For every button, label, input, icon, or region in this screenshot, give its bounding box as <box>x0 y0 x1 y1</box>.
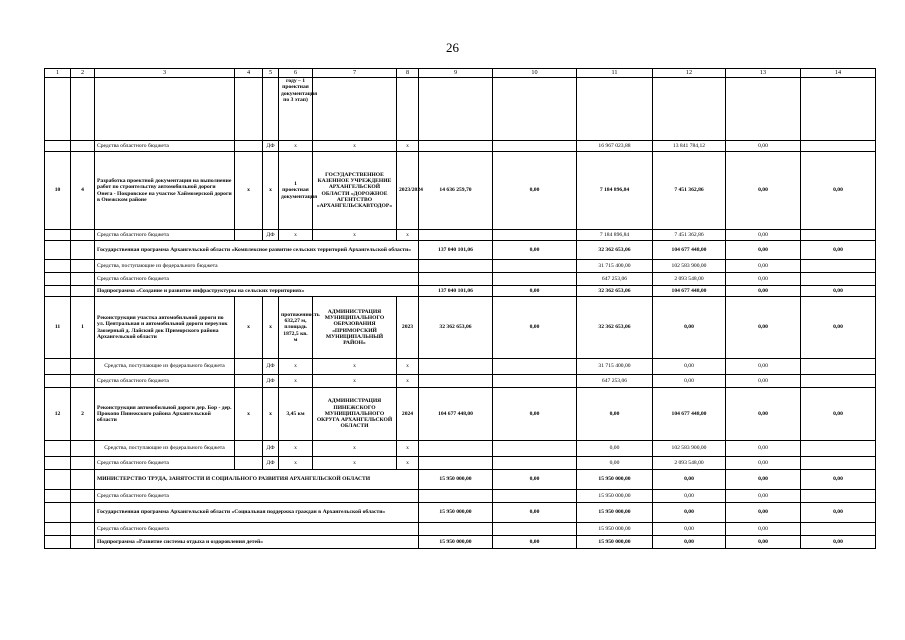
cell-col9 <box>419 359 493 375</box>
cell-col6: х <box>279 441 313 457</box>
table-row <box>45 273 876 286</box>
item-number-cell <box>71 470 95 490</box>
cell-col8: х <box>397 359 419 375</box>
page-number: 26 <box>446 40 459 55</box>
cell-col12: 0,00 <box>653 490 726 503</box>
header-cell-14: 14 <box>801 69 876 78</box>
cell-col7: х <box>313 441 397 457</box>
cell-col13: 0,00 <box>726 241 801 260</box>
header-cell-13: 13 <box>726 69 801 78</box>
program-title-cell: Государственная программа Архангельской области «Социальная поддержка граждан в Архангельской области» <box>95 503 419 523</box>
table-row <box>45 260 876 273</box>
cell-col10 <box>493 273 577 286</box>
header-cell-1: 1 <box>45 69 71 78</box>
subprogram-title-cell: Подпрограмма «Развитие системы отдыха и оздоровления детей» <box>95 536 419 549</box>
cell-col6: х <box>279 457 313 470</box>
cell-col10: 0,00 <box>493 536 577 549</box>
header-cell-2: 2 <box>71 69 95 78</box>
table-row <box>45 536 876 549</box>
responsible-org-cell: АДМИНИСТРАЦИЯ ПИНЕЖСКОГО МУНИЦИПАЛЬНОГО ОКРУГА АРХАНГЕЛЬСКОЙ ОБЛАСТИ <box>313 388 397 441</box>
cell-col11: 15 950 000,00 <box>577 536 653 549</box>
table-row <box>45 359 876 375</box>
cell-col10: 0,00 <box>493 503 577 523</box>
description-cell: Средства областного бюджета <box>95 273 419 286</box>
cell-col5: х <box>263 152 279 230</box>
cell-col5: ДФ <box>263 441 279 457</box>
cell-col12: 0,00 <box>653 375 726 388</box>
cell-col8: х <box>397 230 419 241</box>
cell-col9: 15 950 000,00 <box>419 503 493 523</box>
cell-col10: 0,00 <box>493 241 577 260</box>
cell-col10 <box>493 375 577 388</box>
cell-col9 <box>419 141 493 152</box>
cell-col10 <box>493 141 577 152</box>
table-row <box>45 152 876 230</box>
cell-col14 <box>801 273 876 286</box>
row-number-cell <box>45 523 71 536</box>
row-number-cell <box>45 241 71 260</box>
row-number-cell: 11 <box>45 297 71 359</box>
cell-col7: х <box>313 141 397 152</box>
cell-col11: 0,00 <box>577 457 653 470</box>
row-number-cell <box>45 230 71 241</box>
cell-col9 <box>419 523 493 536</box>
table-row <box>45 441 876 457</box>
cell-col10 <box>493 260 577 273</box>
cell-col11: 15 950 000,00 <box>577 470 653 490</box>
cell-col13: 0,00 <box>726 375 801 388</box>
cell-col8: 2023 <box>397 297 419 359</box>
cell-col11: 32 362 653,06 <box>577 297 653 359</box>
ministry-title-cell: МИНИСТЕРСТВО ТРУДА, ЗАНЯТОСТИ И СОЦИАЛЬНОГО РАЗВИТИЯ АРХАНГЕЛЬСКОЙ ОБЛАСТИ <box>95 470 419 490</box>
row-number-cell <box>45 141 71 152</box>
cell-col6: 1 проектная документация <box>279 152 313 230</box>
cell-col6: х <box>279 141 313 152</box>
cell-col5 <box>263 78 279 141</box>
cell-col11: 15 950 000,00 <box>577 503 653 523</box>
header-cell-7: 7 <box>313 69 397 78</box>
cell-col9 <box>419 230 493 241</box>
item-number-cell <box>71 230 95 241</box>
description-cell: Средства областного бюджета <box>95 523 419 536</box>
cell-col14: 0,00 <box>801 297 876 359</box>
header-cell-6: 6 <box>279 69 313 78</box>
cell-col11: 16 967 023,88 <box>577 141 653 152</box>
row-number-cell <box>45 503 71 523</box>
item-number-cell <box>71 457 95 470</box>
header-cell-11: 11 <box>577 69 653 78</box>
cell-col12: 0,00 <box>653 359 726 375</box>
cell-col10: 0,00 <box>493 152 577 230</box>
table-row <box>45 286 876 297</box>
cell-col4 <box>235 230 263 241</box>
cell-col5: ДФ <box>263 230 279 241</box>
cell-col9: 104 677 448,00 <box>419 388 493 441</box>
cell-col10 <box>493 441 577 457</box>
row-number-cell <box>45 260 71 273</box>
cell-col10: 0,00 <box>493 388 577 441</box>
table-row <box>45 470 876 490</box>
item-number-cell <box>71 523 95 536</box>
cell-col13: 0,00 <box>726 457 801 470</box>
cell-col10 <box>493 359 577 375</box>
cell-col13: 0,00 <box>726 388 801 441</box>
description-cell: Средства областного бюджета <box>95 141 235 152</box>
row-number-cell <box>45 536 71 549</box>
description-cell: Средства областного бюджета <box>95 375 235 388</box>
cell-col5: ДФ <box>263 375 279 388</box>
cell-col14 <box>801 359 876 375</box>
cell-col12: 0,00 <box>653 536 726 549</box>
item-number-cell <box>71 490 95 503</box>
item-number-cell <box>71 503 95 523</box>
cell-col14: 0,00 <box>801 241 876 260</box>
description-cell <box>95 78 235 141</box>
cell-col4 <box>235 441 263 457</box>
cell-col4: х <box>235 388 263 441</box>
header-cell-3: 3 <box>95 69 235 78</box>
row-number-cell: 12 <box>45 388 71 441</box>
cell-col13: 0,00 <box>726 503 801 523</box>
item-number-cell <box>71 141 95 152</box>
cell-col11: 7 184 896,84 <box>577 152 653 230</box>
table-row <box>45 241 876 260</box>
cell-col11: 647 253,06 <box>577 375 653 388</box>
cell-col14: 0,00 <box>801 470 876 490</box>
cell-col13: 0,00 <box>726 152 801 230</box>
cell-col14 <box>801 141 876 152</box>
cell-col10 <box>493 78 577 141</box>
header-row <box>45 69 876 78</box>
cell-col11: 647 253,06 <box>577 273 653 286</box>
cell-col12: 104 677 448,00 <box>653 241 726 260</box>
cell-col13: 0,00 <box>726 523 801 536</box>
cell-col11: 31 715 400,00 <box>577 359 653 375</box>
cell-col12: 13 841 784,12 <box>653 141 726 152</box>
row-number-cell <box>45 470 71 490</box>
header-cell-5: 5 <box>263 69 279 78</box>
cell-col13: 0,00 <box>726 273 801 286</box>
cell-col5: ДФ <box>263 457 279 470</box>
cell-col14: 0,00 <box>801 388 876 441</box>
cell-col13: 0,00 <box>726 260 801 273</box>
cell-col10: 0,00 <box>493 297 577 359</box>
description-cell: Реконструкция автомобильной дороги дер. Бор - дер. Прокопо Пинежского района Архангельской области <box>95 388 235 441</box>
cell-col6: году – 1 проектная документация по 3 этап) <box>279 78 313 141</box>
row-number-cell <box>45 457 71 470</box>
cell-col12: 0,00 <box>653 297 726 359</box>
cell-col13: 0,00 <box>726 536 801 549</box>
description-cell: Средства областного бюджета <box>95 457 235 470</box>
description-cell: Реконструкция участка автомобильной дороги по ул. Центральная и автомобильной дороги переулок Заозерный д. Лайский док Приморского района Архангельской области <box>95 297 235 359</box>
cell-col9 <box>419 490 493 503</box>
item-number-cell <box>71 260 95 273</box>
cell-col14 <box>801 441 876 457</box>
item-number-cell: 1 <box>71 297 95 359</box>
item-number-cell <box>71 78 95 141</box>
header-cell-12: 12 <box>653 69 726 78</box>
cell-col11: 32 362 653,06 <box>577 241 653 260</box>
cell-col14 <box>801 78 876 141</box>
item-number-cell <box>71 359 95 375</box>
cell-col10 <box>493 230 577 241</box>
cell-col9: 137 040 101,06 <box>419 286 493 297</box>
cell-col11: 15 950 000,00 <box>577 523 653 536</box>
cell-col8: х <box>397 441 419 457</box>
cell-col14 <box>801 260 876 273</box>
program-title-cell: Государственная программа Архангельской области «Комплексное развитие сельских территорий Архангельской области» <box>95 241 419 260</box>
cell-col8: х <box>397 457 419 470</box>
cell-col11 <box>577 78 653 141</box>
cell-col9: 14 636 259,70 <box>419 152 493 230</box>
description-cell: Средства областного бюджета <box>95 490 419 503</box>
row-number-cell <box>45 490 71 503</box>
cell-col9: 32 362 653,06 <box>419 297 493 359</box>
cell-col13: 0,00 <box>726 359 801 375</box>
cell-col12: 0,00 <box>653 503 726 523</box>
cell-col7: х <box>313 375 397 388</box>
cell-col5: ДФ <box>263 359 279 375</box>
cell-col7: х <box>313 359 397 375</box>
cell-col5: х <box>263 297 279 359</box>
cell-col12: 2 093 548,00 <box>653 273 726 286</box>
cell-col12: 7 451 362,86 <box>653 152 726 230</box>
cell-col13: 0,00 <box>726 141 801 152</box>
item-number-cell <box>71 441 95 457</box>
cell-col8: 2024 <box>397 388 419 441</box>
cell-col6: х <box>279 230 313 241</box>
cell-col9 <box>419 457 493 470</box>
description-cell: Разработка проектной документации на выполнение работ по строительству автомобильной дороги Онега - Покровское на участке Хаймозерской дороги в Онежском районе <box>95 152 235 230</box>
cell-col12: 0,00 <box>653 523 726 536</box>
budget-table <box>44 68 876 549</box>
cell-col9: 15 950 000,00 <box>419 536 493 549</box>
cell-col9 <box>419 78 493 141</box>
cell-col13: 0,00 <box>726 297 801 359</box>
cell-col4: х <box>235 152 263 230</box>
item-number-cell: 4 <box>71 152 95 230</box>
cell-col14 <box>801 490 876 503</box>
cell-col10 <box>493 523 577 536</box>
cell-col4 <box>235 78 263 141</box>
header-cell-10: 10 <box>493 69 577 78</box>
cell-col8: х <box>397 141 419 152</box>
cell-col4 <box>235 359 263 375</box>
cell-col6: протяженность 632,27 м, площадь 1872,5 кв. м <box>279 297 313 359</box>
table-row <box>45 503 876 523</box>
table-row <box>45 297 876 359</box>
cell-col14 <box>801 457 876 470</box>
cell-col11: 32 362 653,06 <box>577 286 653 297</box>
header-cell-9: 9 <box>419 69 493 78</box>
cell-col11: 31 715 400,00 <box>577 260 653 273</box>
row-number-cell <box>45 441 71 457</box>
cell-col10 <box>493 457 577 470</box>
cell-col7 <box>313 78 397 141</box>
table-row <box>45 490 876 503</box>
cell-col14 <box>801 375 876 388</box>
description-cell: Средства, поступающие из федерального бюджета <box>95 260 419 273</box>
cell-col12: 104 677 448,00 <box>653 388 726 441</box>
table-row <box>45 388 876 441</box>
cell-col13: 0,00 <box>726 490 801 503</box>
responsible-org-cell: ГОСУДАРСТВЕННОЕ КАЗЕННОЕ УЧРЕЖДЕНИЕ АРХАНГЕЛЬСКОЙ ОБЛАСТИ «ДОРОЖНОЕ АГЕНТСТВО «АРХАНГЕЛЬСКАВТОДОР» <box>313 152 397 230</box>
cell-col12: 102 583 900,00 <box>653 260 726 273</box>
cell-col14: 0,00 <box>801 503 876 523</box>
row-number-cell <box>45 286 71 297</box>
table-row <box>45 375 876 388</box>
cell-col13: 0,00 <box>726 441 801 457</box>
item-number-cell <box>71 286 95 297</box>
row-number-cell: 10 <box>45 152 71 230</box>
cell-col4 <box>235 375 263 388</box>
cell-col6: 3,45 км <box>279 388 313 441</box>
cell-col14 <box>801 523 876 536</box>
table-row <box>45 523 876 536</box>
item-number-cell <box>71 273 95 286</box>
cell-col13: 0,00 <box>726 230 801 241</box>
cell-col8: 2023/2024 <box>397 152 419 230</box>
cell-col12: 104 677 448,00 <box>653 286 726 297</box>
cell-col4: х <box>235 297 263 359</box>
cell-col12 <box>653 78 726 141</box>
cell-col14: 0,00 <box>801 152 876 230</box>
cell-col13: 0,00 <box>726 470 801 490</box>
cell-col8 <box>397 78 419 141</box>
subprogram-title-cell: Подпрограмма «Создание и развитие инфраструктуры на сельских территориях» <box>95 286 419 297</box>
cell-col9: 15 950 000,00 <box>419 470 493 490</box>
cell-col6: х <box>279 375 313 388</box>
cell-col11: 0,00 <box>577 441 653 457</box>
cell-col12: 0,00 <box>653 470 726 490</box>
cell-col10: 0,00 <box>493 286 577 297</box>
cell-col10: 0,00 <box>493 470 577 490</box>
cell-col5: х <box>263 388 279 441</box>
cell-col11: 0,00 <box>577 388 653 441</box>
cell-col9: 137 040 101,06 <box>419 241 493 260</box>
cell-col14: 0,00 <box>801 286 876 297</box>
cell-col13 <box>726 78 801 141</box>
table-row <box>45 141 876 152</box>
cell-col12: 7 451 362,86 <box>653 230 726 241</box>
cell-col12: 2 093 548,00 <box>653 457 726 470</box>
description-cell: Средства областного бюджета <box>95 230 235 241</box>
table-row <box>45 457 876 470</box>
cell-col11: 15 950 000,00 <box>577 490 653 503</box>
cell-col9 <box>419 441 493 457</box>
cell-col5: ДФ <box>263 141 279 152</box>
cell-col9 <box>419 273 493 286</box>
cell-col7: х <box>313 457 397 470</box>
table-row <box>45 230 876 241</box>
description-cell: Средства, поступающие из федерального бюджета <box>95 441 235 457</box>
cell-col8: х <box>397 375 419 388</box>
header-cell-8: 8 <box>397 69 419 78</box>
item-number-cell <box>71 536 95 549</box>
cell-col10 <box>493 490 577 503</box>
cell-col9 <box>419 375 493 388</box>
cell-col4 <box>235 457 263 470</box>
cell-col4 <box>235 141 263 152</box>
item-number-cell <box>71 375 95 388</box>
row-number-cell <box>45 375 71 388</box>
responsible-org-cell: АДМИНИСТРАЦИЯ МУНИЦИПАЛЬНОГО ОБРАЗОВАНИЯ «ПРИМОРСКИЙ МУНИЦИПАЛЬНЫЙ РАЙОН» <box>313 297 397 359</box>
cell-col13: 0,00 <box>726 286 801 297</box>
cell-col6: х <box>279 359 313 375</box>
cell-col14 <box>801 230 876 241</box>
row-number-cell <box>45 78 71 141</box>
header-cell-4: 4 <box>235 69 263 78</box>
row-number-cell <box>45 359 71 375</box>
cell-col11: 7 184 896,84 <box>577 230 653 241</box>
description-cell: Средства, поступающие из федерального бюджета <box>95 359 235 375</box>
item-number-cell <box>71 241 95 260</box>
cell-col14: 0,00 <box>801 536 876 549</box>
row-number-cell <box>45 273 71 286</box>
cell-col7: х <box>313 230 397 241</box>
cell-col9 <box>419 260 493 273</box>
cell-col12: 102 583 900,00 <box>653 441 726 457</box>
item-number-cell: 2 <box>71 388 95 441</box>
table-row <box>45 78 876 141</box>
